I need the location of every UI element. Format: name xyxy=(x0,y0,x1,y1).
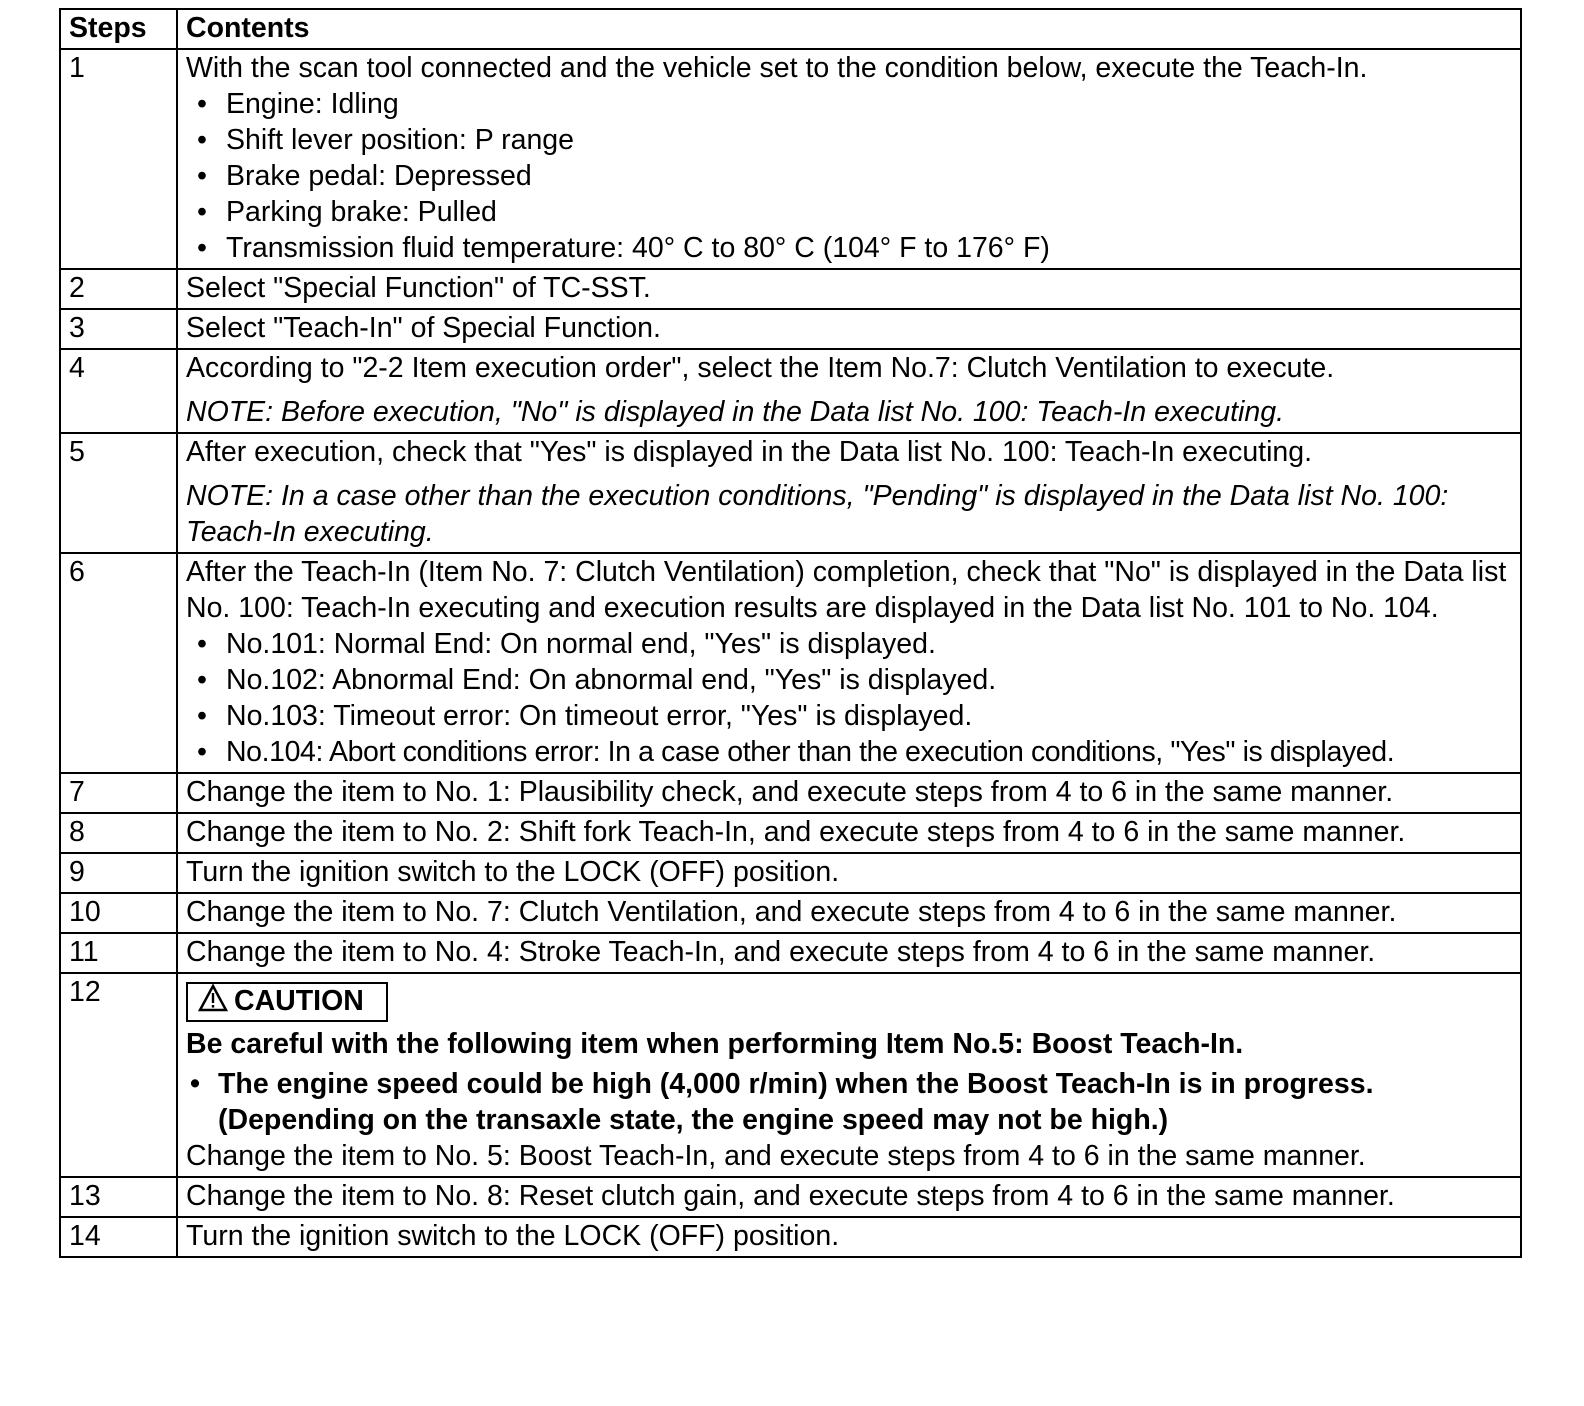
caution-list xyxy=(186,1066,1514,1138)
step-number: 3 xyxy=(60,309,177,349)
step-number: 2 xyxy=(60,269,177,309)
list-item: • No.101: Normal End: On normal end, "Yes" is displayed. xyxy=(186,626,1514,662)
step-contents xyxy=(177,1217,1521,1257)
step-contents xyxy=(177,349,1521,433)
step-number: 4 xyxy=(60,349,177,433)
step-text: Change the item to No. 7: Clutch Ventilation, and execute steps from 4 to 6 in the same manner. xyxy=(186,896,1397,928)
step-number: 8 xyxy=(60,813,177,853)
list-item: • No.103: Timeout error: On timeout error, "Yes" is displayed. xyxy=(186,698,1514,734)
step-text: Change the item to No. 5: Boost Teach-In, and execute steps from 4 to 6 in the same manner. xyxy=(186,1140,1366,1172)
step-text: After the Teach-In (Item No. 7: Clutch Ventilation) completion, check that "No" is displayed in the Data list No. 100: Teach-In executing and execution results are displayed in the Data list No. 101 to No. 104. xyxy=(186,556,1507,624)
table-row xyxy=(60,773,1521,813)
step-text: Turn the ignition switch to the LOCK (OFF) position. xyxy=(186,1220,840,1252)
table-row xyxy=(60,349,1521,433)
step-contents xyxy=(177,853,1521,893)
list-item: • No.102: Abnormal End: On abnormal end, "Yes" is displayed. xyxy=(186,662,1514,698)
step-text: Turn the ignition switch to the LOCK (OFF) position. xyxy=(186,856,840,888)
table-row xyxy=(60,269,1521,309)
table-row xyxy=(60,433,1521,553)
table-row xyxy=(60,1217,1521,1257)
step-text: Change the item to No. 2: Shift fork Teach-In, and execute steps from 4 to 6 in the same manner. xyxy=(186,816,1406,848)
caution-label: CAUTION xyxy=(234,985,364,1017)
table-row xyxy=(60,553,1521,773)
step-contents xyxy=(177,433,1521,553)
step-text: Select "Teach-In" of Special Function. xyxy=(186,312,661,344)
contents-column-header: Contents xyxy=(177,9,1521,49)
table-row xyxy=(60,309,1521,349)
list-item: • Parking brake: Pulled xyxy=(186,194,1514,230)
table-row xyxy=(60,1177,1521,1217)
table-row xyxy=(60,893,1521,933)
procedure-table xyxy=(59,8,1522,1258)
header-row xyxy=(60,9,1521,49)
step-contents xyxy=(177,553,1521,773)
table-row xyxy=(60,933,1521,973)
step-contents xyxy=(177,813,1521,853)
step-number: 10 xyxy=(60,893,177,933)
step-number: 13 xyxy=(60,1177,177,1217)
table-row xyxy=(60,853,1521,893)
step-number: 9 xyxy=(60,853,177,893)
step-contents xyxy=(177,893,1521,933)
step-text: Change the item to No. 1: Plausibility check, and execute steps from 4 to 6 in the same manner. xyxy=(186,776,1394,808)
caution-heading: Be careful with the following item when performing Item No.5: Boost Teach-In. xyxy=(186,1028,1244,1060)
step-contents xyxy=(177,49,1521,269)
list-item: • Transmission fluid temperature: 40° C to 80° C (104° F to 176° F) xyxy=(186,230,1514,266)
step-number: 1 xyxy=(60,49,177,269)
step-contents xyxy=(177,933,1521,973)
step-note: NOTE: Before execution, "No" is displayed in the Data list No. 100: Teach-In executing. xyxy=(186,396,1285,428)
list-item: • No.104: Abort conditions error: In a case other than the execution conditions, "Yes" is displayed. xyxy=(186,734,1514,770)
list-item xyxy=(186,1066,1514,1138)
table-row xyxy=(60,973,1521,1177)
list-item: • Engine: Idling xyxy=(186,86,1514,122)
step-contents xyxy=(177,973,1521,1177)
step-number: 7 xyxy=(60,773,177,813)
step-contents xyxy=(177,269,1521,309)
step-contents xyxy=(177,309,1521,349)
caution-text-line: (Depending on the transaxle state, the engine speed may not be high.) xyxy=(218,1104,1169,1136)
step-number: 6 xyxy=(60,553,177,773)
step-contents xyxy=(177,1177,1521,1217)
step-text: Change the item to No. 4: Stroke Teach-In, and execute steps from 4 to 6 in the same manner. xyxy=(186,936,1376,968)
step-text: Change the item to No. 8: Reset clutch gain, and execute steps from 4 to 6 in the same manner. xyxy=(186,1180,1395,1212)
step-text: After execution, check that "Yes" is displayed in the Data list No. 100: Teach-In executing. xyxy=(186,436,1313,468)
caution-badge xyxy=(186,982,388,1022)
step-number: 11 xyxy=(60,933,177,973)
step-note: NOTE: In a case other than the execution conditions, "Pending" is displayed in the Data list No. 100: Teach-In executing. xyxy=(186,480,1449,548)
condition-list xyxy=(186,86,1514,266)
step-text: Select "Special Function" of TC-SST. xyxy=(186,272,651,304)
list-item: • Brake pedal: Depressed xyxy=(186,158,1514,194)
warning-triangle-icon xyxy=(198,984,228,1020)
caution-text-line: • The engine speed could be high (4,000 r/min) when the Boost Teach-In is in progress. xyxy=(218,1068,1374,1100)
table-row xyxy=(60,813,1521,853)
step-number: 14 xyxy=(60,1217,177,1257)
steps-column-header: Steps xyxy=(60,9,177,49)
result-list xyxy=(186,626,1514,770)
table-row xyxy=(60,49,1521,269)
step-number: 12 xyxy=(60,973,177,1177)
step-text: With the scan tool connected and the vehicle set to the condition below, execute the Teach-In. xyxy=(186,52,1368,84)
step-number: 5 xyxy=(60,433,177,553)
step-contents xyxy=(177,773,1521,813)
list-item: • Shift lever position: P range xyxy=(186,122,1514,158)
step-text: According to "2-2 Item execution order", select the Item No.7: Clutch Ventilation to execute. xyxy=(186,352,1335,384)
